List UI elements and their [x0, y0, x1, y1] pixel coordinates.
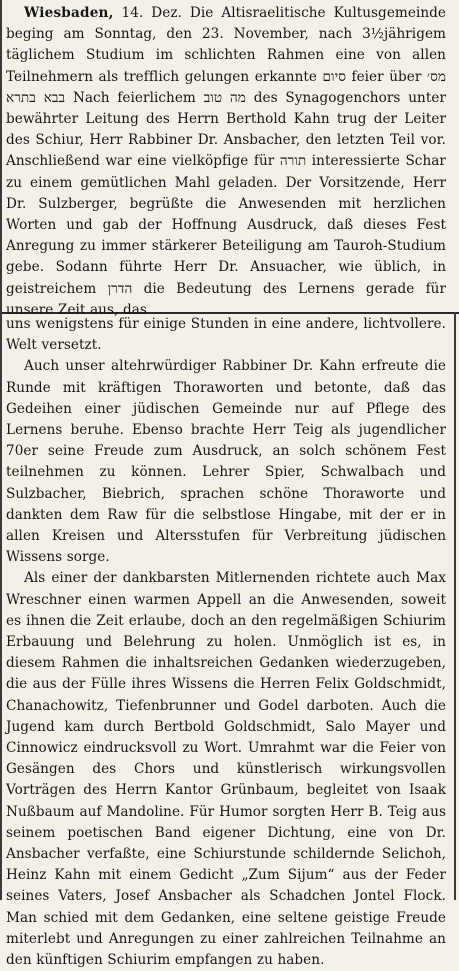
article-column-upper	[6, 3, 446, 321]
article-text-2: feier über	[345, 68, 427, 85]
hebrew-term-siyum: סיום	[322, 68, 346, 85]
column-rule-left-upper	[0, 0, 2, 312]
hebrew-term-hadran: הדרן	[107, 280, 133, 297]
article-text-4: des Synagogenchors unter bewährter Leitung des Herrn Berthold Kahn trug der Leiter des Schiur, Herr Rabbiner Dr. Ansbacher, den letzten Teil vor. Anschließend war eine vielköpfige für	[6, 89, 446, 170]
article-text-3: Nach feierlichem	[65, 89, 204, 106]
article-column-lower	[6, 314, 446, 971]
article-continuation: uns wenigstens für einige Stunden in eine andere, lichtvollere. Welt versetzt.	[6, 316, 446, 354]
dateline-city: Wiesbaden,	[24, 5, 114, 21]
column-rule-right-lower	[454, 312, 456, 900]
article-text-6: die Bedeutung des Lernens gerade für unsere Zeit aus, das	[6, 280, 447, 318]
article-paragraph-2: Auch unser altehrwürdiger Rabbiner Dr. Kahn erfreute die Runde mit kräftigen Thoraworten und betonte, daß das Gedeihen einer jüdischen Gemeinde nur auf Pflege des Lernens beruhe. Ebenso brachte Herr Teig als jugendlicher 70er seine Freude zum Ausdruck, an solch schönem Fest teilnehmen zu können. Lehrer Spier, Schwalbach und Sulzbacher, Biebrich, sprachen schöne Thoraworte und dankten dem Raw für die selbstlose Hingabe, mit der er in allen Kreisen und Altersstufen für Verbreitung jüdischen Wissens sorge.	[6, 358, 446, 566]
article-paragraph-1	[6, 3, 446, 321]
article-text-1: 14. Dez. Die Altisraelitische Kultusgemeinde beging am Sonntag, den 23. November, nach 3½jährigem täglichem Studium im schlichten Rahmen eine von allen Teilnehmern als trefflich gelungen erkannte	[6, 5, 446, 85]
hebrew-term-bava-batra: מס׳ בבא בתרא	[6, 68, 446, 106]
column-rule-left-lower	[0, 312, 2, 900]
article-text-5: interessierte Schar zu einem gemütlichen Mahl geladen. Der Vorsitzende, Herr Dr. Sulzberger, begrüßte die Anwesenden mit herzlichen Worten und gab der Hoffnung Ausdruck, daß dieses Fest Anregung zu immer stärkerer Beteiligung am Tauroh-Studium gebe. Sodann führte Herr Dr. Ansuacher, wie üblich, in geistreichem	[6, 153, 446, 297]
article-paragraph-3: Als einer der dankbarsten Mitlernenden richtete auch Max Wreschner einen warmen Appell an die Anwesenden, soweit es ihnen die Zeit erlaube, doch an den regelmäßigen Schiurim Erbauung und Belehrung zu holen. Unmöglich ist es, in diesem Rahmen die inhaltsreichen Gedanken wiederzugeben, die aus der Fülle ihres Wissens die Herren Felix Goldschmidt, Chanachowitz, Tiefenbrunner und Godel darboten. Auch die Jugend kam durch Bertbold Goldschmidt, Salo Mayer und Cinnowicz eindrucksvoll zu Wort. Umrahmt war die Feier von Gesängen des Chors und künstlerisch wirkungsvollen Vorträgen des Herrn Kantor Grünbaum, begleitet von Isaak Nußbaum auf Mandoline. Für Humor sorgten Herr B. Teig aus seinem poetischen Band eigener Dichtung, eine von Dr. Ansbacher verfaßte, eine Schiurstunde schildernde Selichoh, Heinz Kahn mit einem Gedicht „Zum Sijum“ aus der Feder seines Vaters, Josef Ansbacher als Schadchen Jontel Flock. Man schied mit dem Gedanken, eine seltene geistige Freude miterlebt und Anregungen zu einer zahlreichen Teilnahme an den künftigen Schiurim empfangen zu haben.	[6, 570, 446, 969]
hebrew-term-ma-tov: מה טוב	[203, 89, 246, 106]
hebrew-term-torah: תורה	[279, 153, 307, 170]
